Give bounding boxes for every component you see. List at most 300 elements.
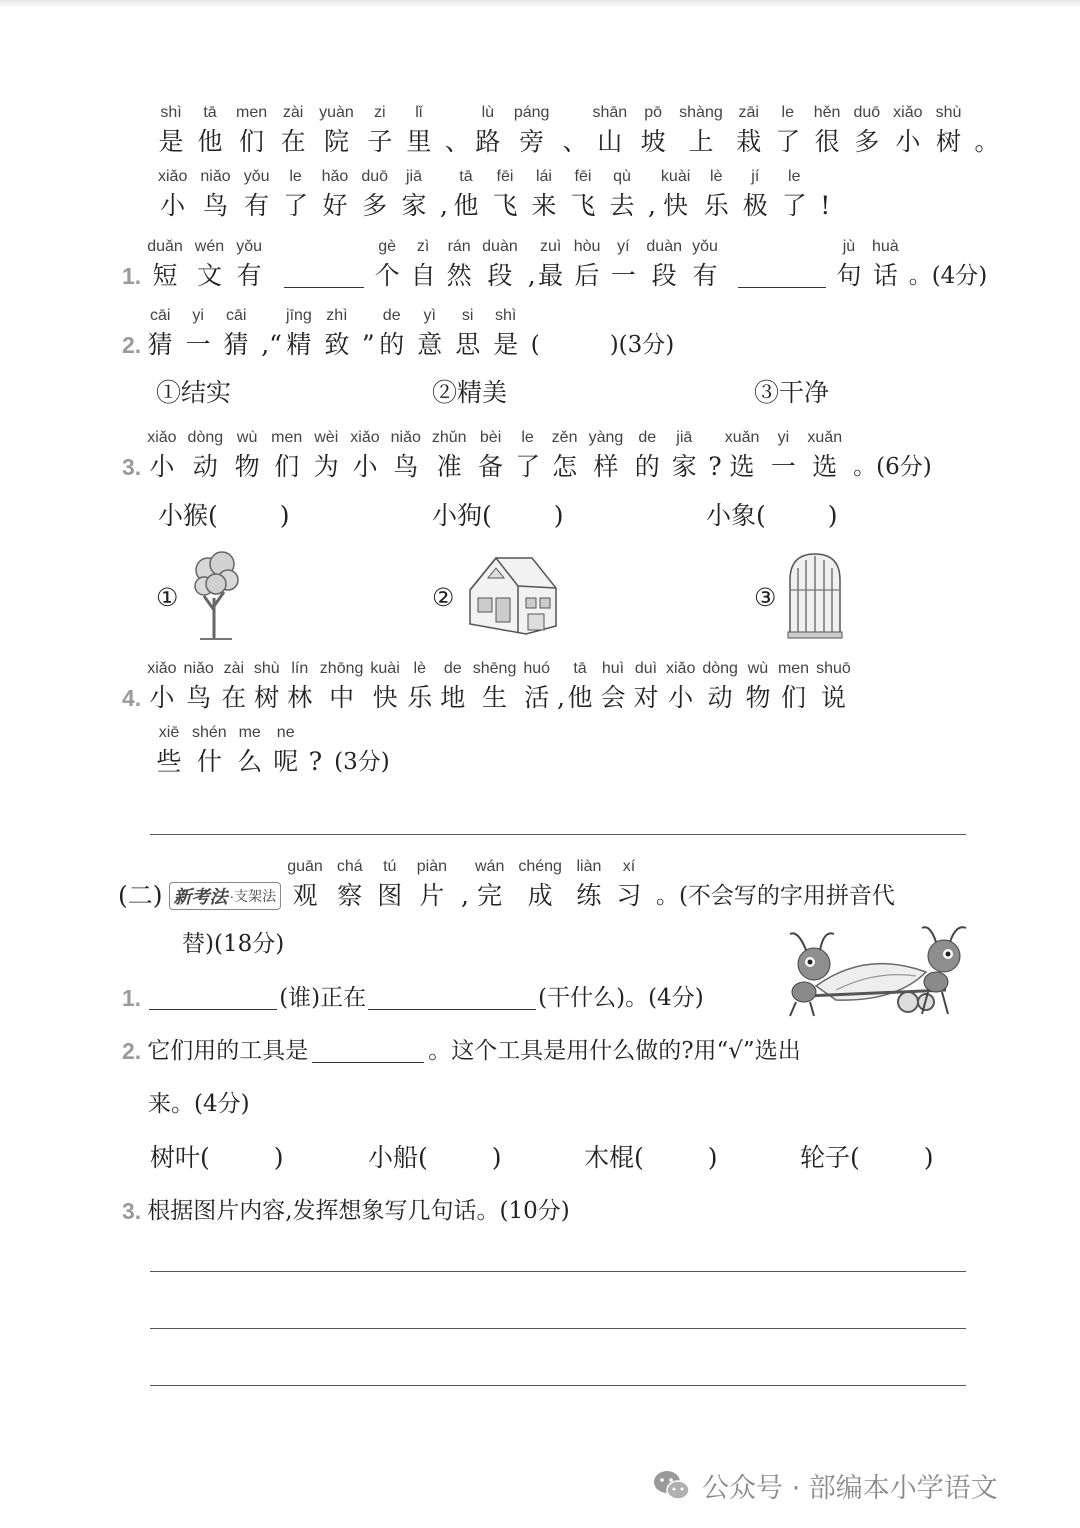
hanzi: 有 (236, 261, 262, 290)
hanzi: 段 (487, 261, 513, 290)
ruby-char (557, 658, 565, 716)
hanzi: 准 (436, 452, 462, 481)
hanzi: 中 (329, 683, 355, 712)
hanzi: 意 (417, 330, 443, 359)
hanzi: 乐 (407, 683, 433, 712)
s2-q3-text: 根据图片内容,发挥想象写几句话。(10分) (147, 1198, 570, 1224)
hanzi: 察 (337, 881, 363, 910)
hanzi: 小 (149, 452, 175, 481)
q1-text-b (374, 236, 728, 294)
pinyin: duàn (646, 238, 682, 255)
hanzi: 一 (185, 330, 211, 359)
hanzi: 最 (538, 261, 564, 290)
question-number: 1. (122, 985, 142, 1011)
hanzi: 对 (633, 683, 659, 712)
hanzi: 动 (192, 452, 218, 481)
pinyin: shēng (472, 660, 517, 677)
hanzi: 院 (323, 127, 349, 156)
q3-text (147, 427, 853, 485)
animal-elephant[interactable] (706, 498, 838, 534)
question-number: 3. (122, 1198, 142, 1224)
question-2 (122, 305, 674, 363)
ruby-char (200, 166, 230, 224)
ruby-char (147, 236, 183, 294)
question-number: 2. (122, 1038, 142, 1064)
hanzi: 家 (671, 452, 697, 481)
ruby-char (453, 166, 479, 224)
hanzi: 们 (781, 683, 807, 712)
ruby-char (770, 427, 796, 485)
hanzi: , (647, 191, 656, 220)
pinyin: kuài (660, 168, 691, 185)
pinyin: lín (291, 660, 309, 677)
pinyin: lè (413, 660, 426, 677)
hanzi: 会 (600, 683, 626, 712)
hanzi: 说 (820, 683, 846, 712)
pinyin: xiē (158, 724, 180, 741)
hanzi: 习 (616, 881, 642, 910)
hanzi: 呢 (273, 747, 299, 776)
hanzi: 小 (352, 452, 378, 481)
pinyin: zhì (326, 307, 348, 324)
material-wheel[interactable] (800, 1140, 934, 1176)
q2-paren-open: ( (530, 332, 540, 358)
ruby-char (184, 658, 214, 716)
hanzi: 的 (379, 330, 405, 359)
pinyin: shù (253, 660, 280, 677)
hanzi: 飞 (570, 191, 596, 220)
s2-q2-text-a: 它们用的工具是 (147, 1038, 309, 1064)
hanzi: 活 (524, 683, 550, 712)
animal-monkey[interactable] (158, 498, 290, 534)
option-3[interactable]: ③干净 (754, 378, 830, 407)
hanzi: 怎 (552, 452, 578, 481)
pinyin: xiǎo (147, 429, 177, 446)
answer-blank-doing[interactable] (368, 983, 536, 1010)
pinyin: huì (601, 660, 625, 677)
ruby-char (271, 427, 302, 485)
q2-text (147, 305, 531, 363)
wechat-watermark (652, 1466, 998, 1505)
ruby-char (223, 305, 249, 363)
hanzi: 地 (440, 683, 466, 712)
hanzi: 在 (221, 683, 247, 712)
hanzi: 后 (574, 261, 600, 290)
pinyin: xiǎo (893, 104, 923, 121)
ruby-char (319, 102, 354, 160)
pinyin: hǎo (321, 168, 349, 185)
answer-slot[interactable] (540, 327, 610, 363)
ruby-char (287, 856, 323, 914)
material-wheel-label: 轮子( (800, 1143, 860, 1172)
pinyin: jù (842, 238, 856, 255)
hanzi: 山 (597, 127, 623, 156)
pinyin: me (238, 724, 261, 741)
option-1[interactable]: ①结实 (156, 378, 232, 407)
material-leaf[interactable] (150, 1140, 284, 1176)
pinyin: zāi (738, 104, 759, 121)
ruby-char (570, 166, 596, 224)
section-2-header (118, 856, 895, 914)
hanzi: 小 (895, 127, 921, 156)
ruby-char (742, 166, 768, 224)
hanzi: 们 (274, 452, 300, 481)
material-boat-label: 小船( (368, 1143, 428, 1172)
pinyin: tú (383, 858, 397, 875)
ruby-char (261, 305, 282, 363)
pinyin: wù (747, 660, 769, 677)
pinyin: pō (644, 104, 663, 121)
hanzi: 在 (280, 127, 306, 156)
pinyin: zài (282, 104, 304, 121)
pinyin: wén (194, 238, 225, 255)
answer-line-q4[interactable] (150, 834, 966, 835)
ruby-char (610, 236, 636, 294)
hanzi: 猜 (147, 330, 173, 359)
pinyin: le (289, 168, 302, 185)
hanzi: 有 (692, 261, 718, 290)
ruby-char (309, 722, 322, 780)
pinyin: zhǔn (431, 429, 467, 446)
ruby-char (482, 236, 518, 294)
ruby-char (538, 236, 564, 294)
hanzi: 文 (196, 261, 222, 290)
ruby-char (440, 166, 448, 224)
animal-dog-label: 小狗( (432, 501, 492, 530)
s2-q1-who: (谁)正在 (279, 985, 367, 1011)
pinyin: hěn (813, 104, 841, 121)
hanzi: ” (361, 330, 375, 359)
hanzi: 完 (477, 881, 503, 910)
ruby-char (820, 166, 830, 224)
hanzi: 动 (707, 683, 733, 712)
pinyin: shì (495, 307, 517, 324)
pic-label-3: ③ (754, 583, 777, 612)
tree-picture (192, 548, 242, 642)
hanzi: 一 (770, 452, 796, 481)
ruby-char (244, 166, 270, 224)
hanzi: 么 (237, 747, 263, 776)
hanzi: 备 (478, 452, 504, 481)
ruby-char (816, 658, 851, 716)
hanzi: 什 (196, 747, 222, 776)
animal-dog[interactable] (432, 498, 564, 534)
animal-monkey-label: 小猴( (158, 501, 218, 530)
ruby-char (337, 856, 363, 914)
ruby-char (377, 856, 403, 914)
paren-close: ) (273, 1143, 284, 1172)
hanzi: 多 (362, 191, 388, 220)
pinyin: qù (613, 168, 631, 185)
writing-line-2[interactable] (150, 1328, 966, 1329)
top-edge-shadow (0, 0, 1080, 8)
hanzi: 旁 (519, 127, 545, 156)
ruby-char (446, 236, 472, 294)
pinyin: jiā (406, 168, 423, 185)
pinyin: huà (871, 238, 899, 255)
ruby-char (158, 166, 187, 224)
pinyin: shān (592, 104, 628, 121)
pinyin: xiǎo (147, 660, 177, 677)
pinyin: fēi (496, 168, 514, 185)
section-label: (二) (118, 881, 163, 910)
ruby-char (661, 166, 690, 224)
pinyin: de (382, 307, 401, 324)
ruby-char (320, 658, 364, 716)
paren-close: ) (279, 501, 290, 530)
pinyin: niǎo (200, 168, 231, 185)
answer-blank-paragraphs[interactable] (284, 261, 364, 288)
ruby-char (286, 305, 312, 363)
pinyin: piàn (416, 858, 448, 875)
ruby-char (417, 305, 443, 363)
paren-close: ) (923, 1143, 934, 1172)
writing-line-3[interactable] (150, 1385, 966, 1386)
ruby-char (350, 427, 379, 485)
hanzi: 图 (377, 881, 403, 910)
ruby-char (147, 305, 173, 363)
pinyin: zài (223, 660, 245, 677)
answer-blank-who[interactable] (149, 983, 277, 1010)
answer-blank-sentences[interactable] (738, 261, 826, 288)
pinyin: jí (751, 168, 760, 185)
writing-line-1[interactable] (150, 1271, 966, 1272)
ruby-char (679, 102, 723, 160)
pinyin: xiǎo (666, 660, 696, 677)
pinyin: kuài (370, 660, 400, 677)
pic-label-2: ② (432, 583, 455, 612)
ruby-char (633, 658, 659, 716)
material-leaf-label: 树叶( (150, 1143, 210, 1172)
pinyin: wù (236, 429, 258, 446)
pinyin: rán (447, 238, 471, 255)
hanzi: 精 (286, 330, 312, 359)
pinyin: jiā (676, 429, 693, 446)
hanzi: , (557, 683, 565, 712)
ruby-char (589, 427, 624, 485)
hanzi: 样 (593, 452, 619, 481)
s2-q2-text-c: 来。(4分) (148, 1091, 250, 1117)
ruby-char (221, 658, 247, 716)
ruby-char (455, 305, 481, 363)
hanzi: 树 (936, 127, 962, 156)
pinyin: yuàn (319, 104, 354, 121)
ruby-char (708, 427, 721, 485)
hanzi: 他 (567, 683, 593, 712)
paren-close: ) (707, 1143, 718, 1172)
house-picture (466, 552, 560, 636)
paren-close: ) (827, 501, 838, 530)
ruby-char (445, 102, 470, 160)
ruby-char (666, 658, 695, 716)
hanzi: 。 (974, 127, 1000, 156)
hanzi: 选 (729, 452, 755, 481)
hanzi: 了 (775, 127, 801, 156)
ruby-char (692, 236, 718, 294)
ruby-char (648, 166, 656, 224)
hanzi: 了 (515, 452, 541, 481)
question-3 (122, 427, 932, 485)
ruby-char (407, 658, 433, 716)
pinyin: chá (336, 858, 363, 875)
pinyin: xuǎn (807, 429, 843, 446)
hanzi: 、 (562, 127, 588, 156)
pinyin: shén (192, 724, 227, 741)
ruby-char (406, 102, 432, 160)
ruby-char (552, 427, 578, 485)
hanzi: 他 (197, 127, 223, 156)
option-2[interactable]: ②精美 (432, 378, 508, 407)
ruby-char (478, 427, 504, 485)
wechat-icon (652, 1469, 692, 1503)
pinyin: yi (192, 307, 204, 324)
ruby-char (893, 102, 922, 160)
pinyin: xiǎo (350, 429, 380, 446)
hanzi: ? (308, 747, 323, 776)
hanzi: 小 (668, 683, 694, 712)
hanzi: 思 (455, 330, 481, 359)
material-boat[interactable] (368, 1140, 502, 1176)
ruby-char (576, 856, 602, 914)
ruby-char (254, 658, 280, 716)
badge-sub: ·支架法 (229, 888, 277, 904)
pinyin: duì (634, 660, 658, 677)
pinyin: huó (523, 660, 551, 677)
q3-score: 。(6分) (853, 454, 932, 480)
hanzi: 个 (374, 261, 400, 290)
pinyin: men (236, 104, 268, 121)
s2-question-3 (122, 1193, 570, 1229)
q4-text-a (147, 658, 858, 716)
hanzi: ? (708, 452, 722, 481)
ruby-char (280, 102, 306, 160)
ruby-char (523, 658, 550, 716)
ruby-char (370, 658, 399, 716)
pinyin: de (443, 660, 462, 677)
ruby-char (634, 427, 660, 485)
hanzi: 极 (742, 191, 768, 220)
hanzi: 成 (527, 881, 553, 910)
hanzi: 路 (475, 127, 501, 156)
ruby-char (646, 236, 682, 294)
hanzi: 乐 (703, 191, 729, 220)
hanzi: 自 (410, 261, 436, 290)
birdcage-picture (786, 550, 844, 640)
question-4 (122, 658, 858, 716)
q1-score: 。(4分) (908, 263, 988, 289)
pinyin: wán (474, 858, 505, 875)
watermark-text: 公众号 · 部编本小学语文 (702, 1473, 998, 1504)
pinyin: yàng (588, 429, 624, 446)
pinyin: le (781, 104, 794, 121)
paren-close: ) (553, 501, 564, 530)
ruby-char (379, 305, 405, 363)
hanzi: 、 (444, 127, 470, 156)
pinyin: cāi (225, 307, 247, 324)
pinyin: dòng (702, 660, 738, 677)
ruby-char (528, 236, 536, 294)
pinyin: shàng (679, 104, 723, 121)
pinyin: niǎo (183, 660, 214, 677)
ruby-char (514, 102, 550, 160)
hanzi: 句 (836, 261, 862, 290)
hanzi: 练 (576, 881, 602, 910)
hanzi: ! (820, 191, 831, 220)
ruby-char (432, 427, 467, 485)
pinyin: niǎo (390, 429, 421, 446)
hanzi: 了 (283, 191, 309, 220)
hanzi: 树 (254, 683, 280, 712)
pinyin: tā (573, 660, 587, 677)
pinyin: shì (160, 104, 182, 121)
ruby-char (493, 305, 519, 363)
ruby-char (807, 427, 842, 485)
hanzi: 们 (239, 127, 265, 156)
pinyin: shù (935, 104, 962, 121)
pinyin: yì (423, 307, 436, 324)
pinyin: lǐ (415, 104, 423, 121)
hanzi: 选 (812, 452, 838, 481)
hanzi: 片 (419, 881, 445, 910)
hanzi: 了 (781, 191, 807, 220)
hanzi: 很 (814, 127, 840, 156)
ruby-char (440, 658, 466, 716)
hanzi: 好 (322, 191, 348, 220)
pinyin: guān (287, 858, 323, 875)
pinyin: shuō (816, 660, 851, 677)
ruby-char (853, 102, 880, 160)
answer-blank-tool[interactable] (312, 1036, 424, 1063)
ruby-char (185, 305, 211, 363)
ruby-char (475, 102, 501, 160)
pinyin: wèi (314, 429, 339, 446)
pinyin: bèi (479, 429, 502, 446)
hanzi: 的 (634, 452, 660, 481)
hanzi: 段 (651, 261, 677, 290)
ruby-char (283, 166, 309, 224)
ruby-char (391, 427, 421, 485)
pinyin: páng (513, 104, 550, 121)
ruby-char (461, 856, 469, 914)
ruby-char (814, 102, 841, 160)
badge-main: 新考法 (173, 887, 228, 907)
hanzi: 上 (688, 127, 714, 156)
ruby-char (703, 166, 729, 224)
hanzi: 林 (287, 683, 313, 712)
pinyin: duàn (482, 238, 518, 255)
hanzi: 多 (854, 127, 880, 156)
pinyin: si (461, 307, 474, 324)
ruby-char (736, 102, 762, 160)
ruby-char (775, 102, 801, 160)
ruby-char (192, 722, 227, 780)
pinyin: liàn (576, 858, 602, 875)
hanzi: 飞 (492, 191, 518, 220)
ruby-char (374, 236, 400, 294)
s2-question-1 (122, 980, 704, 1016)
ruby-char (197, 102, 223, 160)
hanzi: 是 (493, 330, 519, 359)
ruby-char (600, 658, 626, 716)
ruby-char (417, 856, 447, 914)
ruby-char (609, 166, 635, 224)
material-stick[interactable] (584, 1140, 718, 1176)
pinyin: lù (481, 104, 495, 121)
ruby-char (361, 166, 388, 224)
pinyin: tā (459, 168, 473, 185)
pic-label-1: ① (156, 583, 179, 612)
ruby-char (236, 102, 267, 160)
